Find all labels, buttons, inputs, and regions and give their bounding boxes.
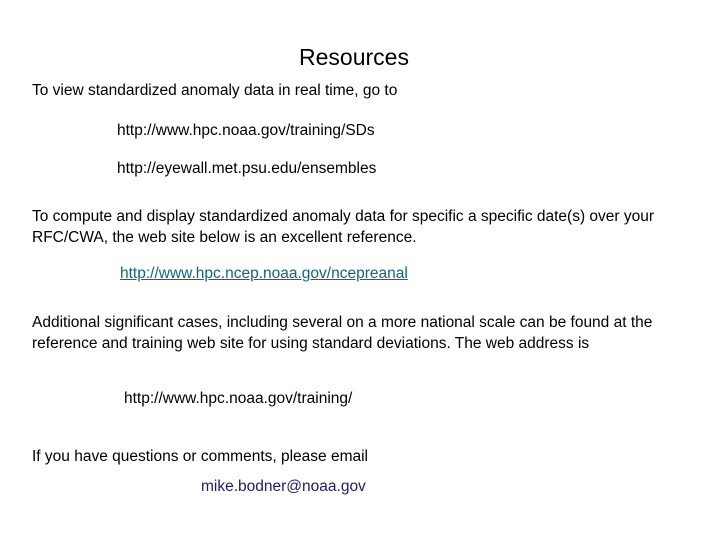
contact-email: mike.bodner@noaa.gov bbox=[201, 478, 366, 495]
cases-intro-text: Additional significant cases, including several on a more national scale can be found at the reference and training web site for using standard deviations. The web address is bbox=[32, 314, 653, 352]
training-url: http://www.hpc.noaa.gov/training/ bbox=[124, 390, 353, 407]
realtime-url-ensembles: http://eyewall.met.psu.edu/ensembles bbox=[117, 160, 377, 177]
compute-intro-text: To compute and display standardized anomaly data for specific a specific date(s) over your RFC/CWA, the web site below is an excellent reference. bbox=[32, 208, 655, 246]
page-title: Resources bbox=[299, 44, 409, 70]
contact-intro-text: If you have questions or comments, please email bbox=[32, 448, 369, 465]
ncepreanal-link[interactable]: http://www.hpc.ncep.noaa.gov/ncepreanal bbox=[120, 265, 408, 282]
realtime-url-sds: http://www.hpc.noaa.gov/training/SDs bbox=[117, 122, 375, 139]
realtime-intro-text: To view standardized anomaly data in real time, go to bbox=[32, 82, 398, 99]
